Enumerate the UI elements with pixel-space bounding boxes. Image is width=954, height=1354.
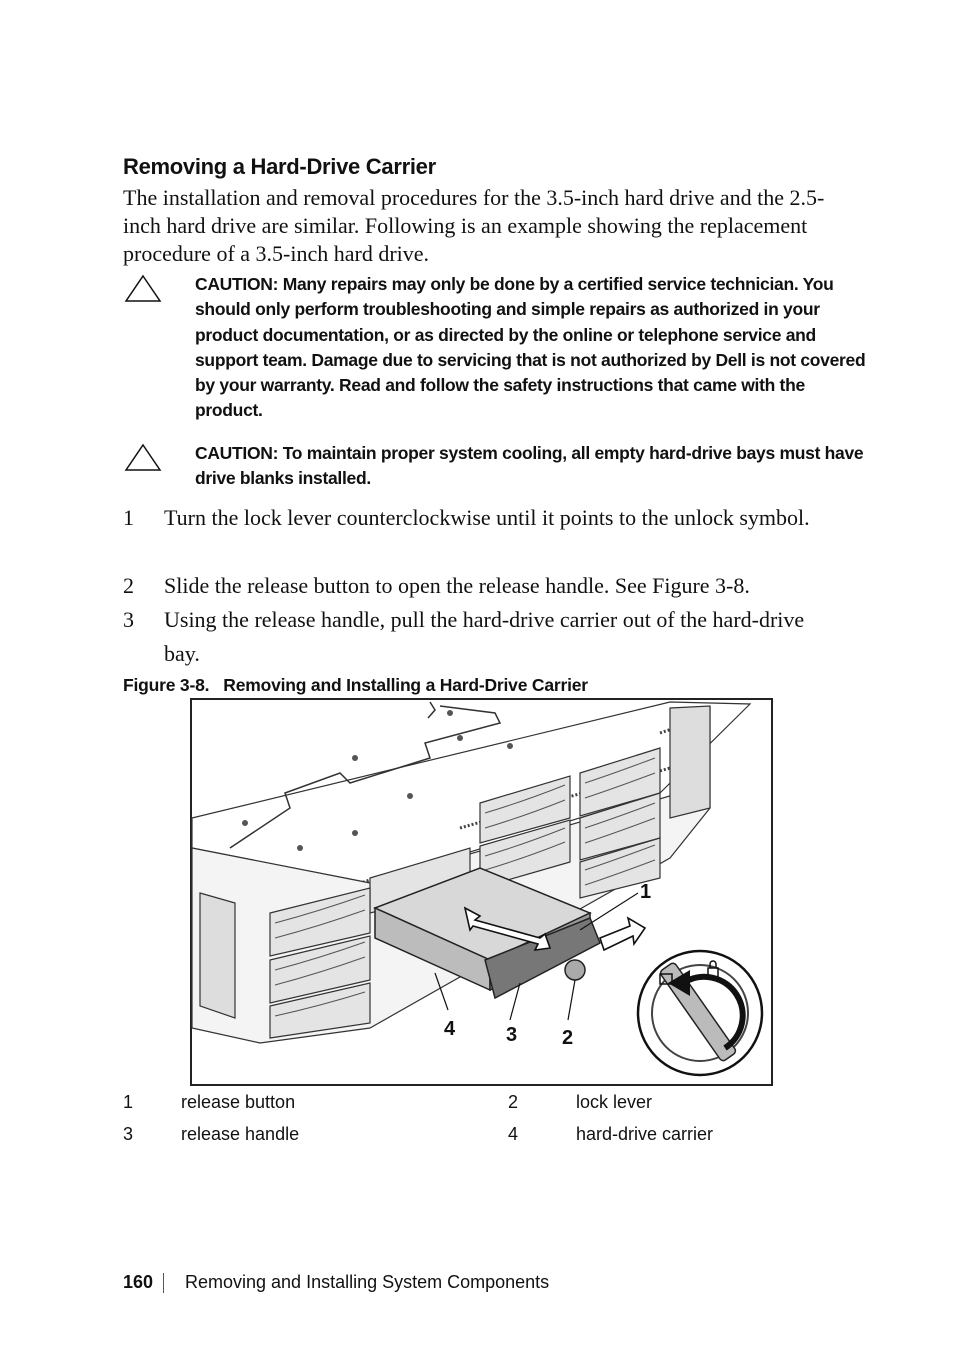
caution-text: CAUTION: To maintain proper system cooling, all empty hard-drive bays must have drive blanks installed. bbox=[195, 443, 864, 489]
legend-number: 2 bbox=[508, 1092, 519, 1112]
legend-label: release handle bbox=[181, 1124, 300, 1144]
legend-label: hard-drive carrier bbox=[576, 1124, 714, 1144]
footer-chapter-title: Removing and Installing System Components bbox=[185, 1272, 550, 1292]
caution-triangle-icon bbox=[123, 441, 163, 473]
step-number: 3 bbox=[123, 607, 134, 632]
figure-caption: Figure 3-8. Removing and Installing a Hard-Drive Carrier bbox=[123, 675, 588, 695]
caution-text: CAUTION: Many repairs may only be done by a certified service technician. You should only perform troubleshooting and simple repairs as authorized in your product documentation, or as directed by the online or telephone service and support team. Damage due to servicing that is not authorized by Dell is not covered by your warranty. Read and follow the safety instructions that came with the product. bbox=[195, 274, 866, 421]
callout-2: 2 bbox=[562, 1027, 574, 1049]
page-number: 160 bbox=[123, 1272, 154, 1292]
legend-label: lock lever bbox=[576, 1092, 653, 1112]
caution-triangle-icon bbox=[123, 272, 163, 304]
legend-number: 4 bbox=[508, 1124, 519, 1144]
callout-4: 4 bbox=[444, 1018, 456, 1040]
step-text: Turn the lock lever counterclockwise until it points to the unlock symbol. bbox=[164, 505, 810, 530]
legend-number: 3 bbox=[123, 1124, 134, 1144]
lock-lever-detail-icon bbox=[638, 951, 762, 1075]
step-number: 1 bbox=[123, 505, 134, 530]
step-text: Using the release handle, pull the hard-drive carrier out of the hard-drive bay. bbox=[164, 607, 805, 666]
step-number: 2 bbox=[123, 573, 134, 598]
intro-paragraph: The installation and removal procedures for the 3.5-inch hard drive and the 2.5-inch hard drive are similar. Following is an example showing the replacement procedure of a 3.5-inch hard drive. bbox=[123, 185, 825, 266]
footer-divider bbox=[163, 1273, 164, 1293]
step-text: Slide the release button to open the release handle. See Figure 3-8. bbox=[164, 573, 750, 598]
callout-3: 3 bbox=[506, 1024, 518, 1046]
legend-number: 1 bbox=[123, 1092, 134, 1112]
legend-label: release button bbox=[181, 1092, 296, 1112]
hard-drive-removal-illustration bbox=[190, 698, 773, 1086]
section-heading: Removing a Hard-Drive Carrier bbox=[123, 154, 436, 179]
callout-1: 1 bbox=[640, 881, 652, 903]
